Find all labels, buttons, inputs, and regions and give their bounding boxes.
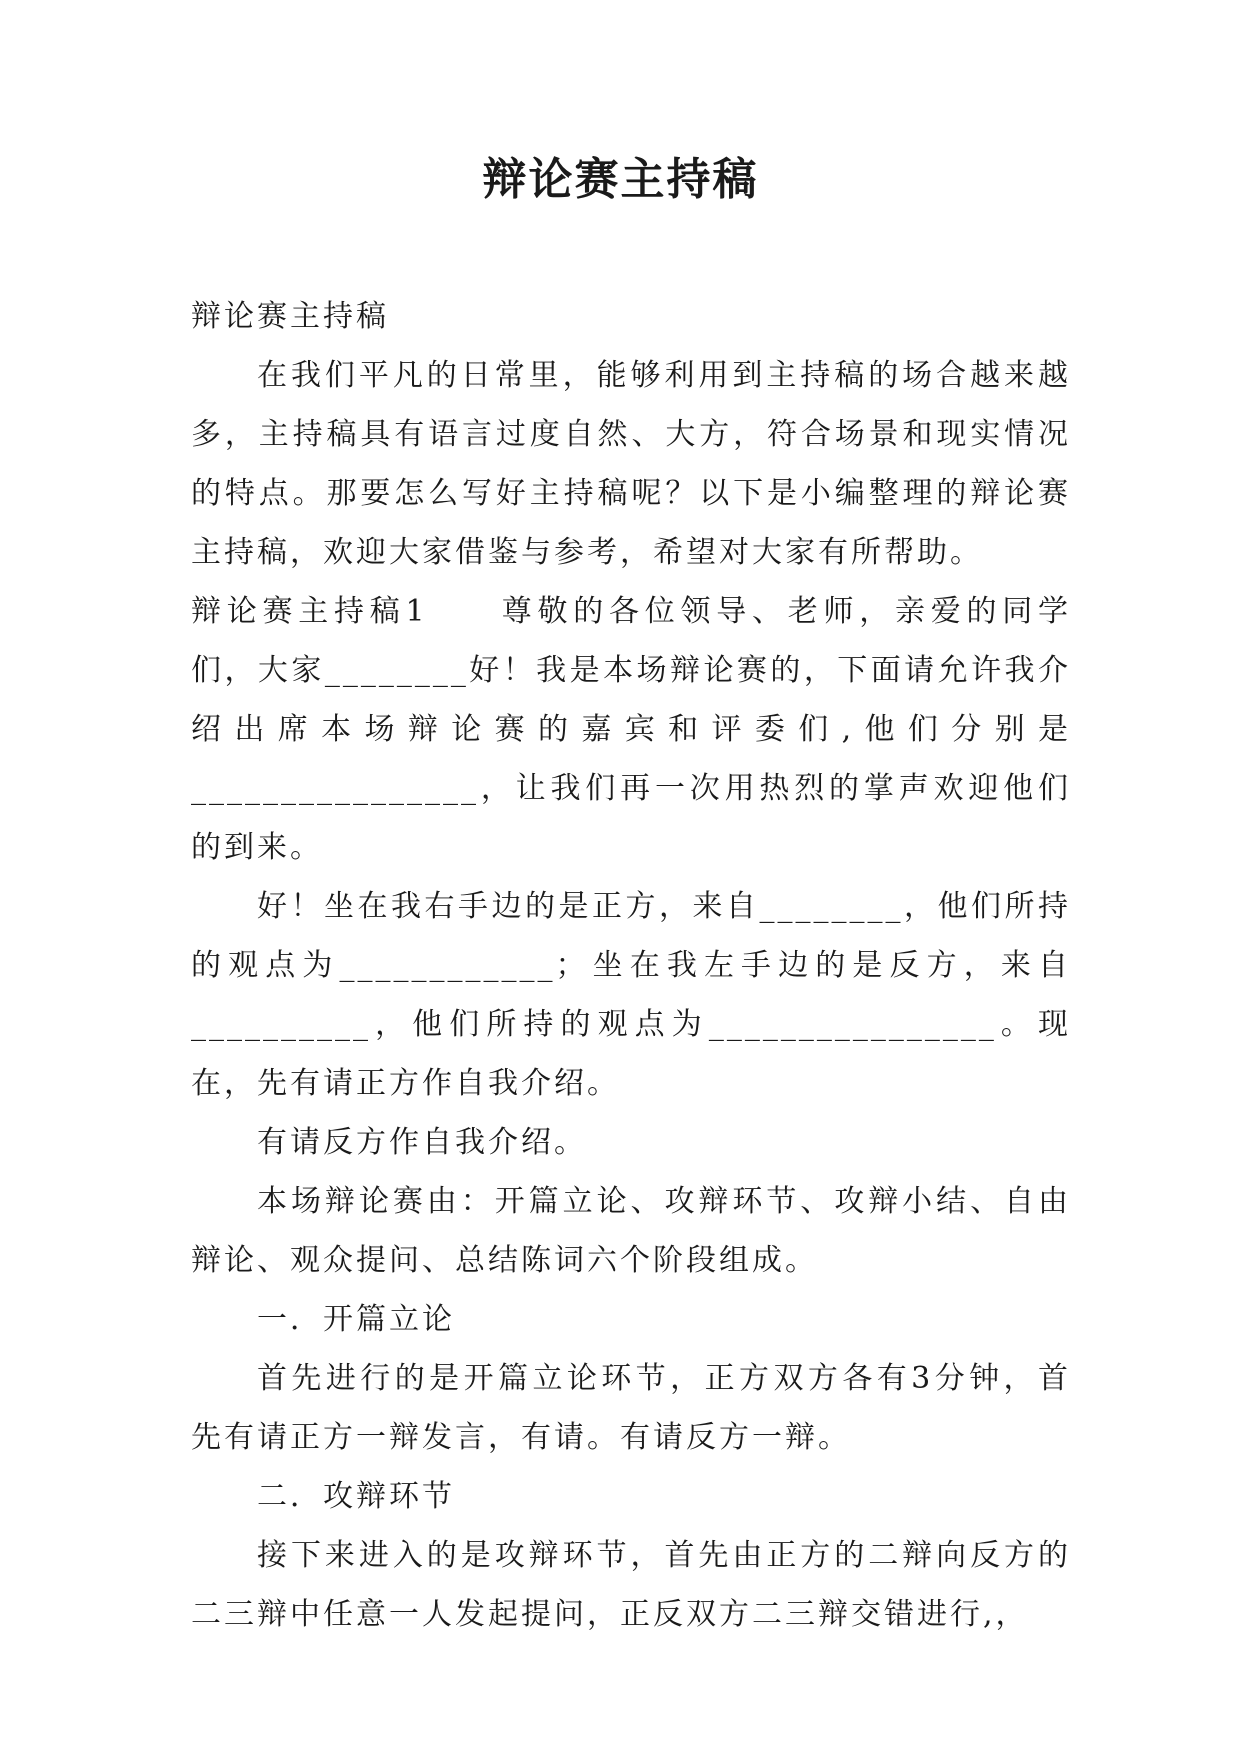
paragraph-opposition-intro: 有请反方作自我介绍。 — [257, 1125, 587, 1160]
paragraph-intro: 在我们平凡的日常里，能够利用到主持稿的场合越来越多，主持稿具有语言过度自然、大方，符合场景和现实情况的特点。那要怎么写好主持稿呢？以下是小编整理的辩论赛主持稿，欢迎大家借鉴与参考，希望对大家有所帮助。 — [191, 358, 1071, 570]
section-heading-opening: 一．开篇立论 — [257, 1302, 455, 1337]
section-heading-cross-exam: 二．攻辩环节 — [257, 1479, 455, 1514]
paragraph-teams: 好！坐在我右手边的是正方，来自________，他们所持的观点为____________；坐在我左手边的是反方，来自__________，他们所持的观点为________________。现在，先有请正方作自我介绍。 — [191, 889, 1071, 1101]
document-title: 辩论赛主持稿 — [482, 154, 759, 205]
paragraph-opening: 首先进行的是开篇立论环节，正方双方各有3分钟，首先有请正方一辩发言，有请。有请反方一辩。 — [191, 1361, 1071, 1455]
paragraph-script-opening: 辩论赛主持稿1 尊敬的各位领导、老师，亲爱的同学们，大家________好！我是本场辩论赛的，下面请允许我介绍出席本场辩论赛的嘉宾和评委们,他们分别是________________，让我们再一次用热烈的掌声欢迎他们的到来。 — [191, 594, 1071, 865]
paragraph-heading: 辩论赛主持稿 — [191, 299, 389, 334]
paragraph-stages: 本场辩论赛由：开篇立论、攻辩环节、攻辩小结、自由辩论、观众提问、总结陈词六个阶段组成。 — [191, 1184, 1071, 1278]
paragraph-cross-exam: 接下来进入的是攻辩环节，首先由正方的二辩向反方的二三辩中任意一人发起提问，正反双方二三辩交错进行,， — [191, 1538, 1071, 1632]
document-body — [191, 287, 1071, 1644]
